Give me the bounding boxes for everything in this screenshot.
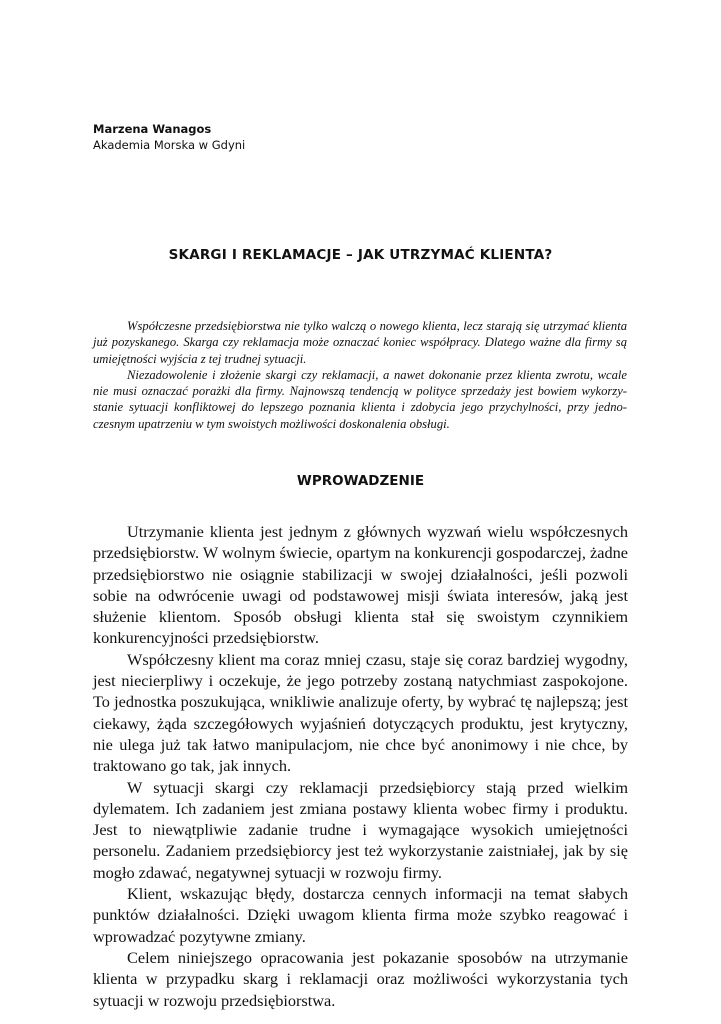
- section-heading: WPROWADZENIE: [296, 473, 425, 489]
- body-text: [93, 521, 628, 1011]
- body-paragraph: Współczesny klient ma coraz mniej czasu, staje się coraz bardziej wygodny, jest niecierpliwy i oczekuje, że jego potrzeby zostaną natychmiast zaspokojone. To jednostka poszukująca, wnikliwie analizuje oferty, by wybrać tę najlepszą; jest ciekawy, żąda szczegółowych wyjaśnień dotyczących produktu, jest krytyczny, nie ulega już tak łatwo manipulacjom, nie chce być anonimowy i nie chce, by traktowano go tak, jak innych.: [93, 649, 628, 776]
- paper-title: SKARGI I REKLAMACJE – JAK UTRZYMAĆ KLIENTA?: [168, 247, 553, 263]
- abstract-paragraph: Niezadowolenie i złożenie skargi czy reklamacji, a nawet dokonanie przez klienta zwrotu, wcale nie musi oznaczać porażki dla firmy. Najnowszą tendencją w polityce sprzedaży jest bowiem wykorzystanie sytuacji konfliktowej do lepszego poznania klienta i zdobycia jego przychylności, przy jednoczesnym upatrzeniu w tym swoistych możliwości doskonalenia obsługi.: [93, 367, 627, 431]
- author-affiliation: Akademia Morska w Gdyni: [93, 138, 246, 152]
- body-paragraph: W sytuacji skargi czy reklamacji przedsiębiorcy stają przed wielkim dylematem. Ich zadaniem jest zmiana postawy klienta wobec firmy i produktu. Jest to niewątpliwie zadanie trudne i wymagające wysokich umiejętności personelu. Zadaniem przedsiębiorcy jest też wykorzystanie zaistniałej, jak by się mogło zdawać, negatywnej sytuacji w rozwoju firmy.: [93, 777, 628, 882]
- body-paragraph: Utrzymanie klienta jest jednym z głównych wyzwań wielu współczesnych przedsiębiorstw. W wolnym świecie, opartym na konkurencji gospodarczej, żadne przedsiębiorstwo nie osiągnie stabilizacji w swojej działalności, jeśli pozwoli sobie na odwrócenie uwagi od podstawowej misji świata interesów, jaką jest służenie klientom. Sposób obsługi klienta stał się swoistym czynnikiem konkurencyjności przedsiębiorstw.: [93, 522, 629, 648]
- abstract: [93, 318, 627, 432]
- author-block: [93, 121, 245, 153]
- abstract-paragraph: Współczesne przedsiębiorstwa nie tylko walczą o nowego klienta, lecz starają się utrzymać klienta już pozyskanego. Skarga czy reklamacja może oznaczać koniec współpracy. Dlatego ważne dla firmy są umiejętności wyjścia z tej trudnej sytuacji.: [93, 319, 627, 366]
- body-paragraph: Celem niniejszego opracowania jest pokazanie sposobów na utrzymanie klienta w przypadku skarg i reklamacji oraz możliwości wykorzystania tych sytuacji w rozwoju przedsiębiorstwa.: [93, 947, 628, 1010]
- author-name: Marzena Wanagos: [93, 122, 212, 136]
- body-paragraph: Klient, wskazując błędy, dostarcza cennych informacji na temat słabych punktów działalności. Dzięki uwagom klienta firma może szybko reagować i wprowadzać pozytywne zmiany.: [93, 884, 628, 946]
